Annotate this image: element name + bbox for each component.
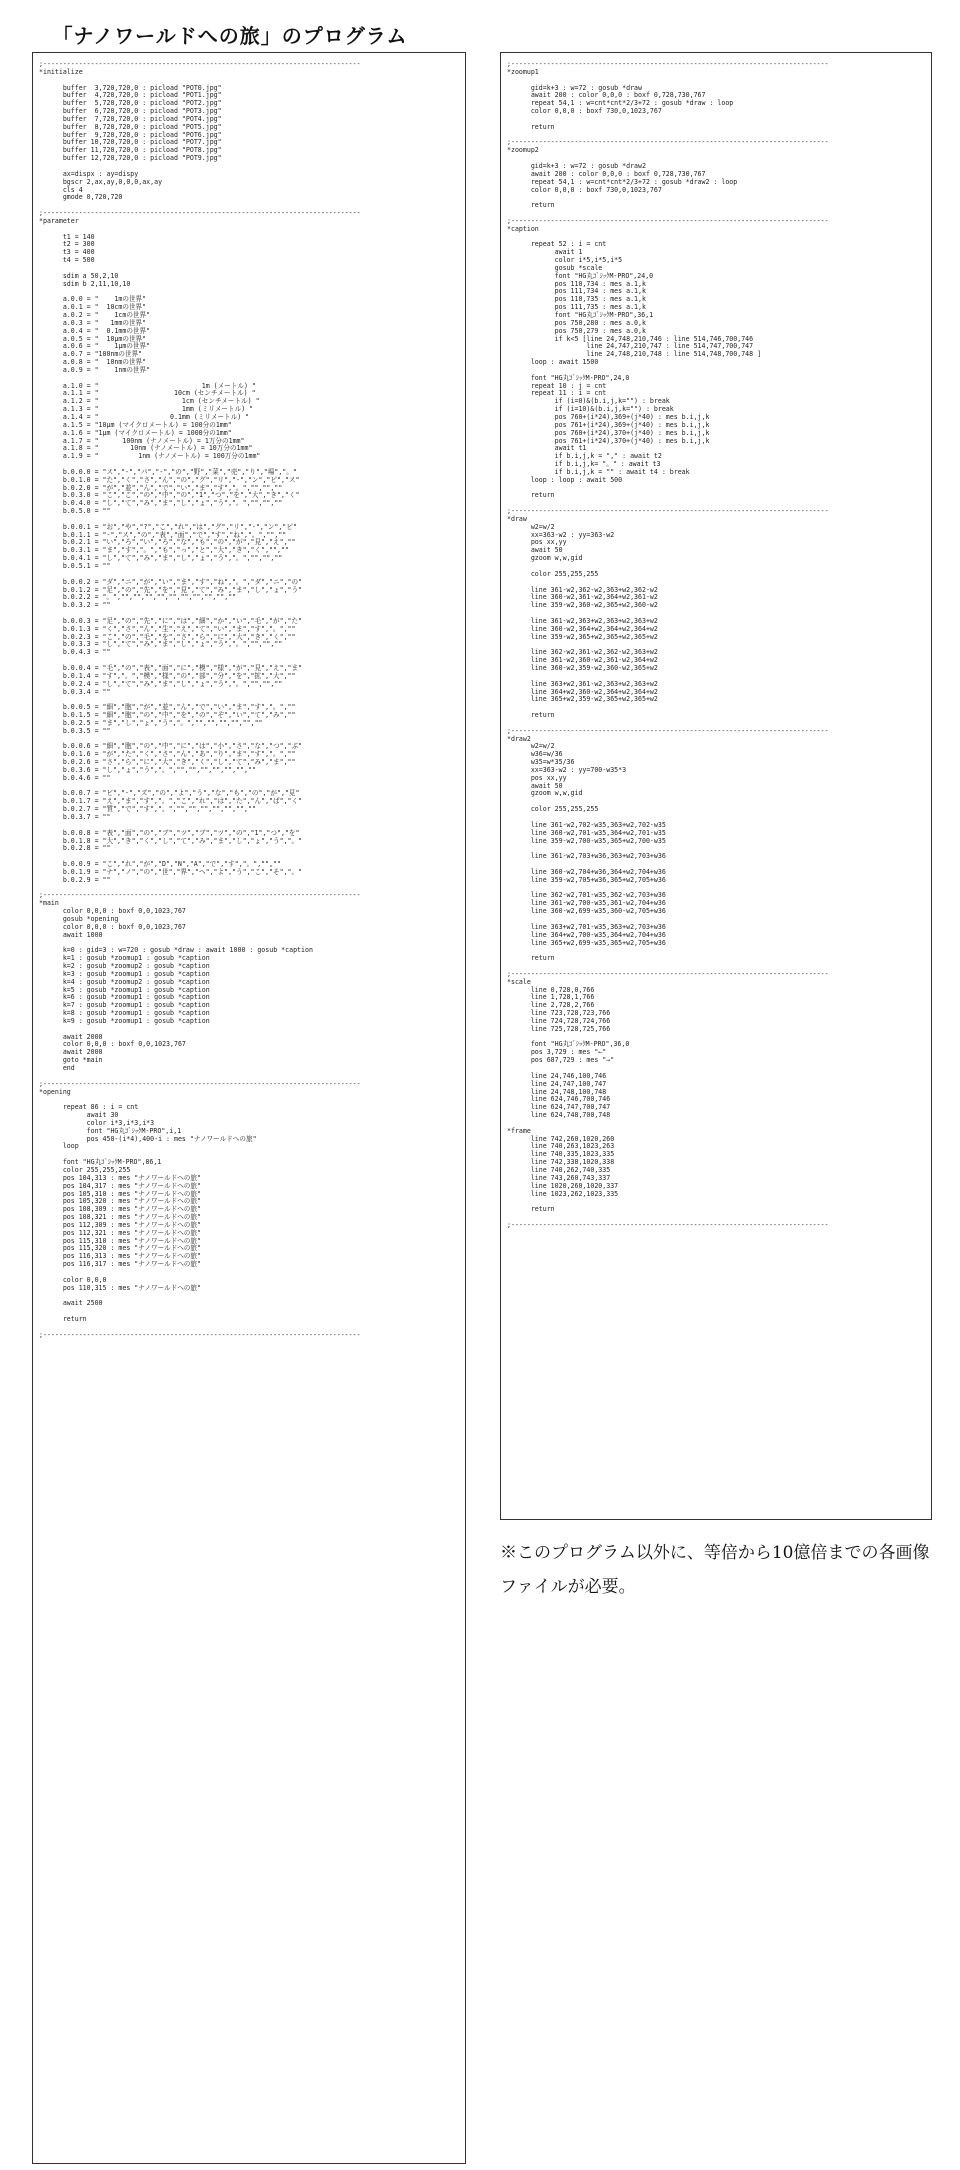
code-line: pos 111,734 : mes a.1,k [507,287,646,296]
code-line: await 2000 [39,1032,103,1041]
code-line: await 1000 [39,930,103,939]
code-line: line 362-w2,701-w35,362-w2,703+w36 [507,891,666,900]
code-line: sdim b 2,11,10,10 [39,279,131,288]
code-line: line 361-w2,700-w35,361-w2,704+w36 [507,899,666,908]
code-line: ax=dispx : ay=dispy [39,169,139,178]
code-line: k=0 : gid=3 : w=720 : gosub *draw : await 1000 : gosub *caption [39,946,313,955]
code-line: a.1.8 = " 10nm (ナノメートル) = 10万分の1mm" [39,444,253,453]
code-line: b.0.3.2 = "" [39,601,111,610]
code-line: line 363+w2,361-w2,363+w2,363+w2 [507,679,658,688]
code-line: line 24,748,100,748 [507,1087,607,1096]
code-line: *zoomup2 [507,146,539,155]
code-line: gmode 0,720,720 [39,193,123,202]
code-line: line 624,748,700,748 [507,1111,611,1120]
code-line: gid=k+3 : w=72 : gosub *draw [507,83,642,92]
code-line: line 0,728,0,766 [507,985,595,994]
code-line: return [507,1205,555,1214]
code-line: w2=w/2 [507,522,555,531]
code-line: end [39,1064,75,1072]
code-line: pos 110,735 : mes a.1,k [507,295,646,304]
code-line: pos 687,729 : mes "→" [507,1056,615,1065]
code-line: buffer 10,720,720,0 : picload "POT7.jpg" [39,138,222,147]
code-line: repeat 10 : j = cnt [507,381,607,390]
code-line: gid=k+3 : w=72 : gosub *draw2 [507,161,646,170]
code-line: b.0.0.7 = "ビ","-","ズ","の","よ","う","な","も","の","が","見" [39,789,300,798]
code-line: pos 116,317 : mes "ナノワールドへの旅" [39,1260,201,1269]
code-line: b.0.3.0 = "こ","こ","の","中","の","1","つ","を","大","き","く" [39,491,300,500]
code-line: ;-------------------------------------------------------------------------------- [507,1220,829,1229]
left-code-listing [39,61,459,1340]
code-line: ;-------------------------------------------------------------------------------- [39,1079,361,1088]
code-line: if k<5 [line 24,748,210,746 : line 514,746,700,746 [507,334,754,343]
code-line: b.0.3.7 = "" [39,813,111,821]
code-line: buffer 5,720,720,0 : picload "POT2.jpg" [39,99,222,108]
code-line: ;-------------------------------------------------------------------------------- [507,138,829,147]
code-line: pos 111,735 : mes a.1,k [507,303,646,312]
code-line: pos 105,320 : mes "ナノワールドへの旅" [39,1197,201,1206]
code-line: loop : await 1500 [507,358,599,367]
code-line: pos 110,315 : mes "ナノワールドへの旅" [39,1283,201,1292]
code-line: gzoom w,w,gid [507,789,583,798]
code-line: b.0.3.4 = "" [39,687,111,696]
code-line: ;-------------------------------------------------------------------------------- [39,209,361,218]
code-line: line 361-w2,360-w2,361-w2,364+w2 [507,656,658,665]
code-line: b.0.2.2 = "。","","","","","","","","","","" [39,593,237,602]
code-line: if (i=10)&(b.i,j,k="") : break [507,405,674,414]
code-line: b.0.4.0 = "し","て","み","ま","し","ょ","う","。","","","" [39,499,283,508]
code-line: return [507,491,555,500]
code-line: await 30 [39,1111,119,1120]
code-line: await 50 [507,546,563,555]
code-line: pos 105,310 : mes "ナノワールドへの旅" [39,1189,201,1198]
code-line: a.1.3 = " 1mm (ミリメートル) " [39,405,254,414]
code-line: sdim a 50,2,10 [39,271,119,280]
code-line: buffer 9,720,720,0 : picload "POT6.jpg" [39,130,222,139]
code-line: color i*5,i*5,i*5 [507,256,623,265]
code-line: *opening [39,1087,71,1096]
code-line: b.0.2.1 = "い","ろ","い","ろ","な","も","の","が","見","え","" [39,538,296,547]
code-line: loop : loop : await 500 [507,475,623,484]
code-line: b.0.4.1 = "し","て","み","ま","し","ょ","う","。","","","" [39,554,283,563]
code-line: if b.i,j,k= "。" : await t3 [507,460,661,469]
code-line: pos 750,280 : mes a.0,k [507,318,646,327]
code-line: await 1 [507,248,583,257]
code-line: buffer 3,720,720,0 : picload "POT0.jpg" [39,83,222,92]
code-line: await 2500 [39,1299,103,1308]
code-line: b.0.2.3 = "こ","の","毛","を","さ","ら","に","大","き","く","" [39,632,296,641]
code-line: line 361-w2,362-w2,363+w2,362-w2 [507,585,658,594]
code-line: b.0.0.0 = "ス","-","パ","-","の","野","菜","売","り","場","。" [39,467,297,476]
code-line: a.0.4 = " 0.1mmの世界" [39,326,151,335]
code-line: line 360-w2,361-w2,364+w2,361-w2 [507,593,658,602]
code-line: line 360-w2,699-w35,360-w2,705+w36 [507,907,666,916]
code-line: b.0.2.5 = "ま","し","ょ","う","。","","","","","","" [39,718,263,727]
code-line: line 363+w2,701-w35,363+w2,703+w36 [507,922,666,931]
code-line: w2=w/2 [507,742,555,751]
code-line: line 364+w2,360-w2,364+w2,364+w2 [507,687,658,696]
code-line: goto *main [39,1056,103,1065]
code-line: line 723,728,723,766 [507,1009,611,1018]
code-line: line 360-w2,359-w2,360-w2,365+w2 [507,663,658,672]
code-line: ;-------------------------------------------------------------------------------- [507,216,829,225]
code-line: line 1,728,1,766 [507,993,595,1002]
code-line: ;-------------------------------------------------------------------------------- [39,891,361,900]
code-line: *frame [507,1126,531,1135]
code-line: color 0,0,0 [39,1275,107,1284]
code-line: a.0.7 = "100nmの世界" [39,350,143,359]
code-line: return [507,711,555,720]
code-line: pos 112,321 : mes "ナノワールドへの旅" [39,1228,201,1237]
code-line: line 740,335,1023,335 [507,1150,615,1159]
code-line: b.0.1.2 = "足","の","先","を","見","て","み","ま","し","ょ","う" [39,585,303,594]
code-line: b.0.0.1 = "お","や","?","こ","れ","は","グ","リ","-","ン","ピ" [39,522,297,531]
code-line: line 24,748,210,748 : line 514,748,700,748 ] [507,350,762,359]
code-line: b.0.0.8 = "表","面","の","ブ","ツ","ブ","ツ","の","1","つ","を" [39,828,300,837]
code-line: ;-------------------------------------------------------------------------------- [507,60,829,68]
code-line: k=7 : gosub *zoomup1 : gosub *caption [39,1001,210,1010]
code-line: await 50 [507,781,563,790]
code-line: color i*3,i*3,i*3 [39,1118,155,1127]
code-line: return [39,1315,87,1323]
code-line: b.0.2.4 = "し","て","み","ま","し","ょ","う","。","","","" [39,679,283,688]
code-line: a.1.9 = " 1nm (ナノメートル) = 100万分の1mm" [39,452,261,461]
code-line: pos 3,729 : mes "←" [507,1048,607,1057]
code-line: font "HG丸ｺﾞｼｯｸM-PRO",24,0 [507,271,654,280]
code-line: return [507,201,555,210]
code-line: color 0,0,0 : boxf 0,0,1023,767 [39,1040,186,1049]
code-line: buffer 4,720,720,0 : picload "POT1.jpg" [39,91,222,100]
code-line: repeat 54,1 : w=cnt*cnt*2/3+72 : gosub *draw2 : loop [507,177,738,186]
code-line: b.0.0.3 = "足","の","先","に","は","細","か","い","毛","が","た" [39,616,303,625]
code-line: line 624,746,700,746 [507,1095,611,1104]
code-line: b.0.0.2 = "ダ","ニ","が","い","ま","す","ね","。","ダ","ニ","の" [39,577,303,586]
right-code-panel [500,52,932,1520]
code-line: line 724,728,724,766 [507,1016,611,1025]
code-line: if b.i,j,k = "," : await t2 [507,452,662,461]
code-line: b.0.1.6 = "が","た","く","さ","ん","あ","り","ま","す","。","" [39,750,296,759]
code-line: *draw [507,514,527,523]
code-line: b.0.5.0 = "" [39,507,111,516]
code-line: line 364+w2,700-w35,364+w2,704+w36 [507,930,666,939]
code-line: line 361-w2,363+w2,363+w2,363+w2 [507,616,658,625]
code-line: font "HG丸ｺﾞｼｯｸM-PRO",i,1 [39,1126,182,1135]
code-line: line 24,747,100,747 [507,1079,607,1088]
code-line: line 359-w2,700-w35,365+w2,700-w35 [507,836,666,845]
code-line: buffer 11,720,720,0 : picload "POT8.jpg" [39,146,222,155]
code-line: b.0.1.3 = "く","さ","ん","生","え","て","い","ま","す","。","" [39,624,296,633]
code-line: buffer 6,720,720,0 : picload "POT3.jpg" [39,107,222,116]
code-line: line 624,747,700,747 [507,1103,611,1112]
code-line: b.0.1.5 = "細","胞","の","中","を","の","ぞ","い","て","み","" [39,711,296,720]
code-line: buffer 12,720,720,0 : picload "POT9.jpg" [39,154,222,163]
code-line: line 24,746,100,746 [507,1071,607,1080]
code-line: *zoomup1 [507,67,539,76]
code-line: pos 450-(i*4),400-i : mes "ナノワールドへの旅" [39,1134,257,1143]
code-line: k=8 : gosub *zoomup1 : gosub *caption [39,1009,210,1018]
code-line: b.0.2.7 = "質","で","す","。","","","","","","","" [39,805,256,814]
page-title: 「ナノワールドへの旅」のプログラム [52,24,408,48]
code-line: color 0,0,0 : boxf 730,0,1023,767 [507,185,662,194]
code-line: line 365+w2,359-w2,365+w2,365+w2 [507,695,658,704]
code-line: xx=363-w2 : yy=700-w35*3 [507,765,627,774]
code-line: loop [39,1142,79,1151]
code-line: gzoom w,w,gid [507,554,583,563]
code-line: b.0.0.5 = "細","胞","が","並","ん","で","い","ま","す","。","" [39,703,296,712]
code-line: *main [39,899,59,908]
code-line: a.0.3 = " 1mmの世界" [39,318,147,327]
code-line: b.0.1.8 = "大","き","く","し","て","み","ま","し","ょ","う","。" [39,836,303,845]
code-line: line 24,747,210,747 : line 514,747,700,747 [507,342,754,351]
code-line: a.1.2 = " 1cm (センチメートル) " [39,397,260,406]
code-line: pos 115,310 : mes "ナノワールドへの旅" [39,1236,201,1245]
code-line: await t1 [507,444,587,453]
code-line: line 725,728,725,766 [507,1024,611,1033]
code-line: repeat 11 : i = cnt [507,389,607,398]
code-line: b.0.5.1 = "" [39,562,111,570]
code-line: line 360-w2,701-w35,364+w2,701-w35 [507,828,666,837]
code-line: color 255,255,255 [507,569,599,578]
code-line: line 1020,260,1020,337 [507,1181,619,1190]
code-line: gosub *scale [507,263,603,272]
code-line: k=4 : gosub *zoomup2 : gosub *caption [39,977,210,986]
code-line: line 742,260,1020,260 [507,1134,615,1143]
code-line: t1 = 140 [39,232,95,241]
code-line: line 362-w2,361-w2,362-w2,363+w2 [507,648,658,657]
code-line: repeat 52 : i = cnt [507,240,607,249]
code-line: a.1.6 = "1μm (マイクロメートル) = 1000分の1mm" [39,428,232,437]
code-line: line 742,338,1020,338 [507,1158,615,1167]
code-line: *initialize [39,67,83,76]
code-line: await 2000 [39,1048,103,1057]
code-line: pos 761+(i*24),370+(j*40) : mes b.i,j,k [507,436,710,445]
code-line: ;-------------------------------------------------------------------------------- [39,60,361,68]
code-line: buffer 7,720,720,0 : picload "POT4.jpg" [39,114,222,123]
code-line: repeat 54,1 : w=cnt*cnt*2/3+72 : gosub *draw : loop [507,99,734,108]
code-line: line 361-w2,702-w35,363+w2,702-w35 [507,820,666,829]
code-line: a.0.5 = " 10μmの世界" [39,334,147,343]
code-line: line 743,260,743,337 [507,1173,611,1182]
code-line: pos 760+(i*24),370+(j*40) : mes b.i,j,k [507,428,710,437]
code-line: pos 104,313 : mes "ナノワールドへの旅" [39,1173,201,1182]
code-line: w35=w*35/36 [507,758,575,767]
code-line: pos 115,320 : mes "ナノワールドへの旅" [39,1244,201,1253]
code-line: pos 112,309 : mes "ナノワールドへの旅" [39,1220,201,1229]
code-line: b.0.0.9 = "こ","れ","が","D","N","A","で","す","。","","" [39,860,282,869]
code-line: if b.i,j,k = "" : await t4 : break [507,467,690,476]
code-line: xx=363-w2 : yy=363-w2 [507,530,615,539]
code-line: line 361-w2,703+w36,363+w2,703+w36 [507,852,666,861]
code-line: a.0.9 = " 1nmの世界" [39,365,151,374]
code-line: font "HG丸ｺﾞｼｯｸM-PRO",36,1 [507,311,654,319]
code-line: ;-------------------------------------------------------------------------------- [507,726,829,735]
left-code-panel [32,52,466,2164]
code-line: font "HG丸ｺﾞｼｯｸM-PRO",24,0 [507,373,630,382]
code-line: b.0.3.1 = "ま","す","。","も","っ","と","大","き","く","","" [39,546,289,555]
code-line: b.0.4.6 = "" [39,773,111,782]
code-line: return [507,954,555,963]
code-line: a.0.8 = " 10nmの世界" [39,358,147,367]
code-line: t2 = 300 [39,240,95,249]
code-line: t4 = 500 [39,256,95,265]
code-line: b.0.2.8 = "" [39,844,111,853]
code-line: k=2 : gosub *zoomup2 : gosub *caption [39,962,210,971]
code-line: pos 108,321 : mes "ナノワールドへの旅" [39,1213,201,1222]
code-line: t3 = 400 [39,248,95,257]
code-line: *draw2 [507,734,531,743]
code-line: a.0.1 = " 10cmの世界" [39,303,147,312]
code-line: await 200 : color 0,0,0 : boxf 0,728,730,767 [507,91,706,100]
code-line: cls 4 [39,185,83,194]
code-line: b.0.1.7 = "え","ま","す","。","こ","れ","は","た","ん","ぱ","く" [39,797,303,806]
code-line: color 0,0,0 : boxf 0,0,1023,767 [39,922,186,931]
right-code-listing [507,61,925,1230]
code-line: line 360-w2,704+w36,364+w2,704+w36 [507,867,666,876]
code-line: a.1.1 = " 10cm (センチメートル) " [39,389,256,398]
code-line: b.0.1.1 = "-","ス","の","表","面","で","す","ね","。","","" [39,530,287,539]
code-line: b.0.1.0 = "た","く","さ","ん","の","グ","リ","-","ン","ピ","ス" [39,475,300,484]
code-line: a.0.6 = " 1μmの世界" [39,342,151,351]
code-line: pos 108,309 : mes "ナノワールドへの旅" [39,1205,201,1214]
code-line: a.1.4 = " 0.1mm (ミリメートル) " [39,412,250,421]
code-line: a.1.0 = " 1m (メートル) " [39,381,256,390]
code-line: a.0.2 = " 1cmの世界" [39,311,151,319]
code-line: pos xx,yy [507,773,567,782]
code-line: b.0.2.0 = "が","並","ん","で","い","ま","す","。","","","" [39,483,283,492]
code-line: *scale [507,977,531,986]
code-line: b.0.1.9 = "ナ","ノ","の","世","界","へ","よ","う","こ","そ","。" [39,867,303,876]
code-line: ;-------------------------------------------------------------------------------- [507,969,829,978]
code-line: line 1023,262,1023,335 [507,1189,619,1198]
code-line: line 359-w2,705+w36,365+w2,705+w36 [507,875,666,884]
code-line: gosub *opening [39,914,119,923]
footnote: ※このプログラム以外に、等倍から10億倍までの各画像ファイルが必要。 [500,1543,930,1597]
code-line: b.0.3.5 = "" [39,726,111,735]
code-line: a.0.0 = " 1mの世界" [39,295,147,304]
code-line: pos 110,734 : mes a.1,k [507,279,646,288]
code-line: a.1.7 = " 100nm (ナノメートル) = 1万分の1mm" [39,436,245,445]
code-line: line 360-w2,364+w2,364+w2,364+w2 [507,624,658,633]
code-line: line 365+w2,699-w35,365+w2,705+w36 [507,938,666,947]
code-line: pos xx,yy [507,538,567,547]
code-line: b.0.0.4 = "毛","の","表","面","に","模","様","が","見","え","ま" [39,663,303,672]
code-line: w36=w/36 [507,750,563,759]
code-line: k=1 : gosub *zoomup1 : gosub *caption [39,954,210,963]
code-line: font "HG丸ｺﾞｼｯｸM-PRO",86,1 [39,1158,162,1167]
code-line: ;-------------------------------------------------------------------------------- [507,507,829,516]
code-line: k=5 : gosub *zoomup1 : gosub *caption [39,985,210,994]
code-line: b.0.3.6 = "し","ょ","う","。","","","","","","","" [39,765,256,774]
code-line: color 0,0,0 : boxf 0,0,1023,767 [39,907,186,916]
code-line: b.0.0.6 = "細","胞","の","中","に","は","小","さ","な","つ","ぶ" [39,742,303,751]
code-line: k=6 : gosub *zoomup1 : gosub *caption [39,993,210,1002]
code-line: line 740,262,740,335 [507,1165,611,1174]
code-line: line 740,263,1023,263 [507,1142,615,1151]
code-line: ;-------------------------------------------------------------------------------- [39,1330,361,1339]
code-line: b.0.2.9 = "" [39,875,111,884]
code-line: font "HG丸ｺﾞｼｯｸM-PRO",36,0 [507,1040,630,1049]
code-line: color 255,255,255 [507,805,599,814]
code-line: a.1.5 = "10μm (マイクロメートル) = 100分の1mm" [39,420,232,429]
code-line: return [507,122,555,131]
code-line: *caption [507,224,539,233]
code-line: line 359-w2,360-w2,365+w2,360-w2 [507,601,658,610]
code-line: b.0.3.3 = "し","て","み","ま","し","ょ","う","。","","","" [39,640,283,649]
code-line: repeat 86 : i = cnt [39,1103,139,1112]
code-line: pos 104,317 : mes "ナノワールドへの旅" [39,1181,201,1190]
code-line: b.0.1.4 = "す","。","模","様","の","部","分","を","拡","大","" [39,671,296,680]
code-line: pos 116,313 : mes "ナノワールドへの旅" [39,1252,201,1261]
code-line: b.0.2.6 = "さ","ら","に","大","き","く","し","て","み","ま","" [39,758,296,767]
code-line: pos 750,279 : mes a.0,k [507,326,646,335]
code-line: line 2,728,2,766 [507,1001,595,1010]
code-line: line 359-w2,365+w2,365+w2,365+w2 [507,632,658,641]
code-line: color 0,0,0 : boxf 730,0,1023,767 [507,107,662,116]
code-line: await 200 : color 0,0,0 : boxf 0,728,730,767 [507,169,706,178]
code-line: color 255,255,255 [39,1165,131,1174]
code-line: pos 761+(i*24),369+(j*40) : mes b.i,j,k [507,420,710,429]
code-line: bgscr 2,ax,ay,0,0,0,ax,ay [39,177,163,186]
code-line: b.0.4.3 = "" [39,648,111,657]
code-line: if (i=0)&(b.i,j,k="") : break [507,397,670,406]
code-line: k=3 : gosub *zoomup1 : gosub *caption [39,969,210,978]
code-line: buffer 8,720,720,0 : picload "POT5.jpg" [39,122,222,131]
code-line: *parameter [39,216,79,225]
code-line: k=9 : gosub *zoomup1 : gosub *caption [39,1016,210,1025]
code-line: pos 760+(i*24),369+(j*40) : mes b.i,j,k [507,412,710,421]
